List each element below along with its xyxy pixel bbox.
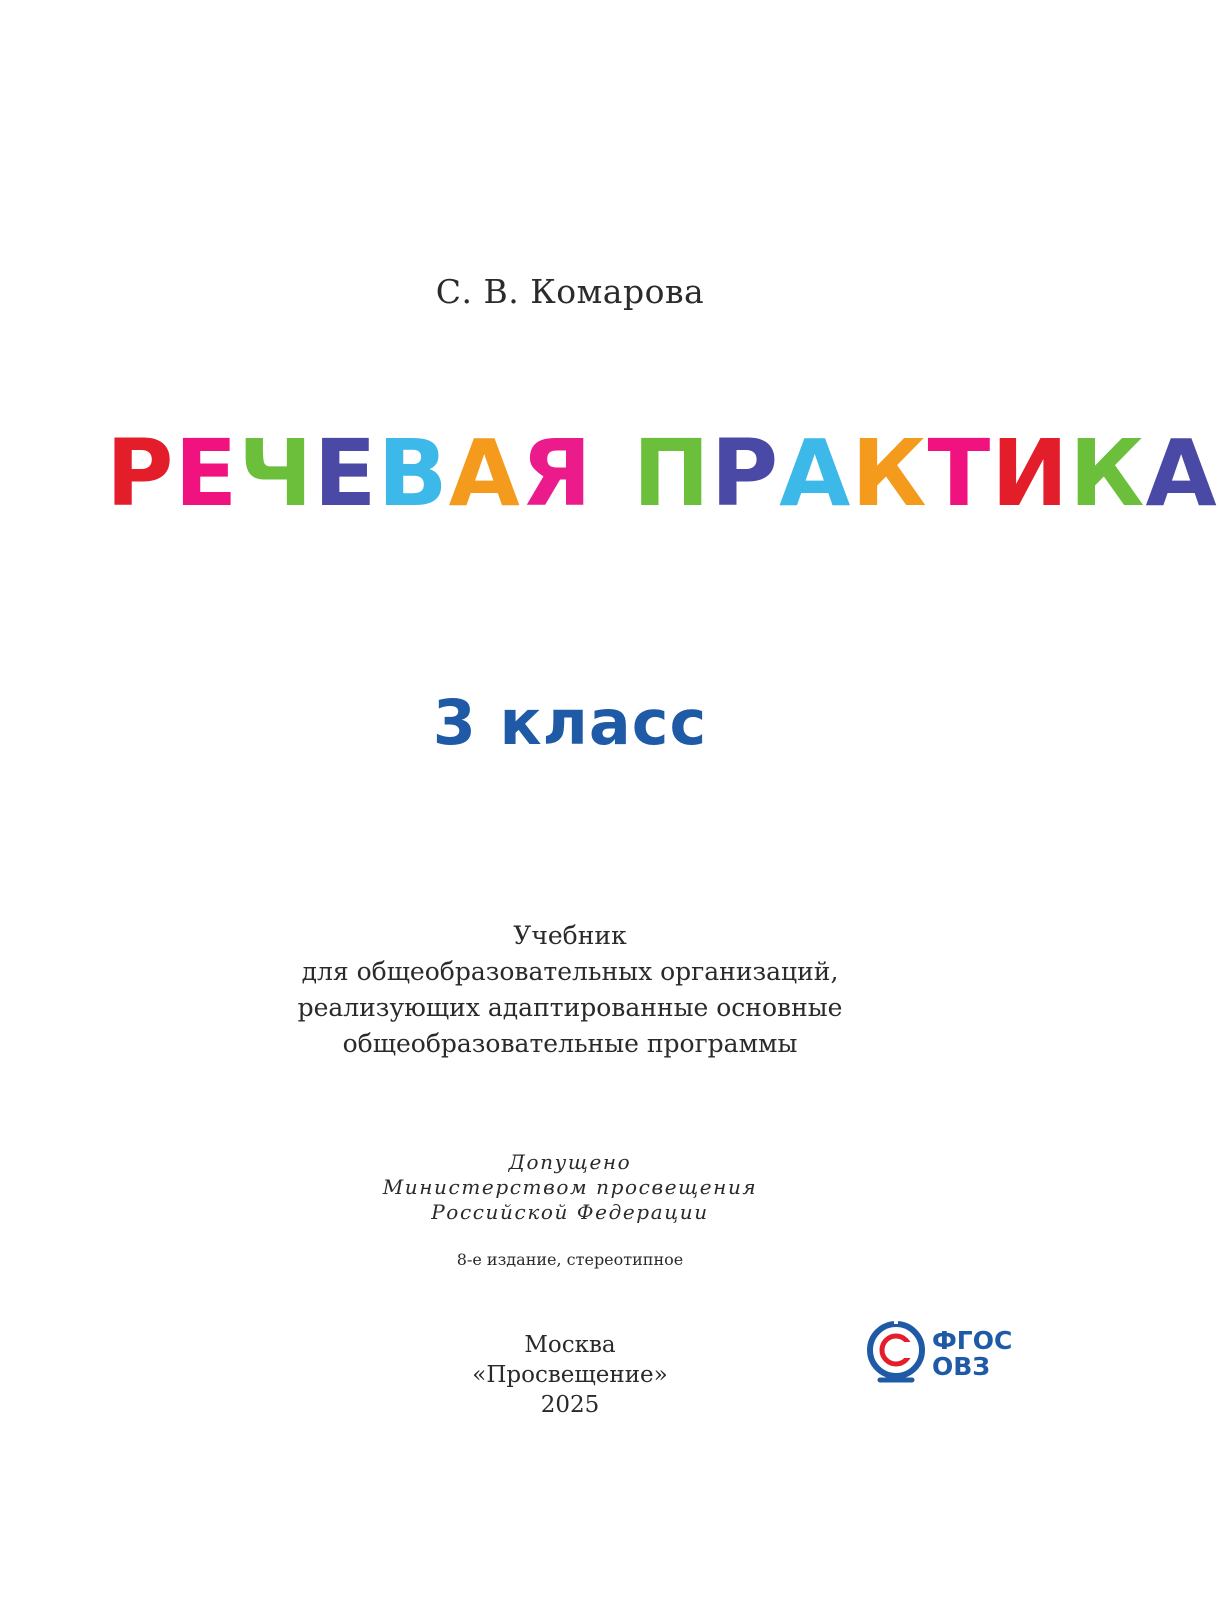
approval-line: Допущено: [508, 1150, 632, 1174]
title-letter: А: [448, 420, 521, 527]
description-line: для общеобразовательных организаций,: [301, 957, 839, 986]
fgos-logo-text: [932, 1328, 1012, 1380]
edition-note: 8-е издание, стереотипное: [456, 1250, 684, 1269]
approval-line: Министерством просвещения: [382, 1175, 758, 1199]
fgos-logo-line2: ОВЗ: [932, 1352, 991, 1381]
title-letter: Е: [174, 420, 239, 527]
title-letter: Т: [927, 420, 992, 527]
publisher-year: 2025: [540, 1392, 600, 1418]
title-letter: Е: [313, 420, 378, 527]
title-letter: И: [991, 420, 1070, 527]
fgos-logo: [866, 1318, 1016, 1388]
title-letter: Я: [520, 420, 593, 527]
author-name: С. В. Комарова: [435, 272, 705, 311]
grade-label: 3 класс: [432, 686, 708, 759]
description-line: реализующих адаптированные основные: [297, 993, 843, 1022]
title-letter: П: [632, 420, 711, 527]
title-letter: А: [779, 420, 852, 527]
description-line: Учебник: [513, 921, 627, 950]
fgos-logo-line1: ФГОС: [932, 1326, 1013, 1355]
title-letter: К: [1069, 420, 1146, 527]
title-letter: Р: [710, 420, 780, 527]
title-letter: Р: [106, 420, 175, 527]
publisher-name: «Просвещение»: [472, 1362, 668, 1388]
publisher-city: Москва: [524, 1332, 616, 1358]
book-title: [106, 420, 1218, 527]
approval-note: [0, 1150, 1140, 1225]
approval-line: Российской Федерации: [431, 1200, 709, 1224]
description-line: общеобразовательные программы: [342, 1029, 798, 1058]
title-letter: Ч: [238, 420, 314, 527]
title-letter: А: [1145, 420, 1218, 527]
fgos-logo-icon: [866, 1318, 928, 1388]
book-description: [0, 918, 1140, 1062]
title-letter: К: [851, 420, 928, 527]
title-letter: В: [377, 420, 449, 527]
